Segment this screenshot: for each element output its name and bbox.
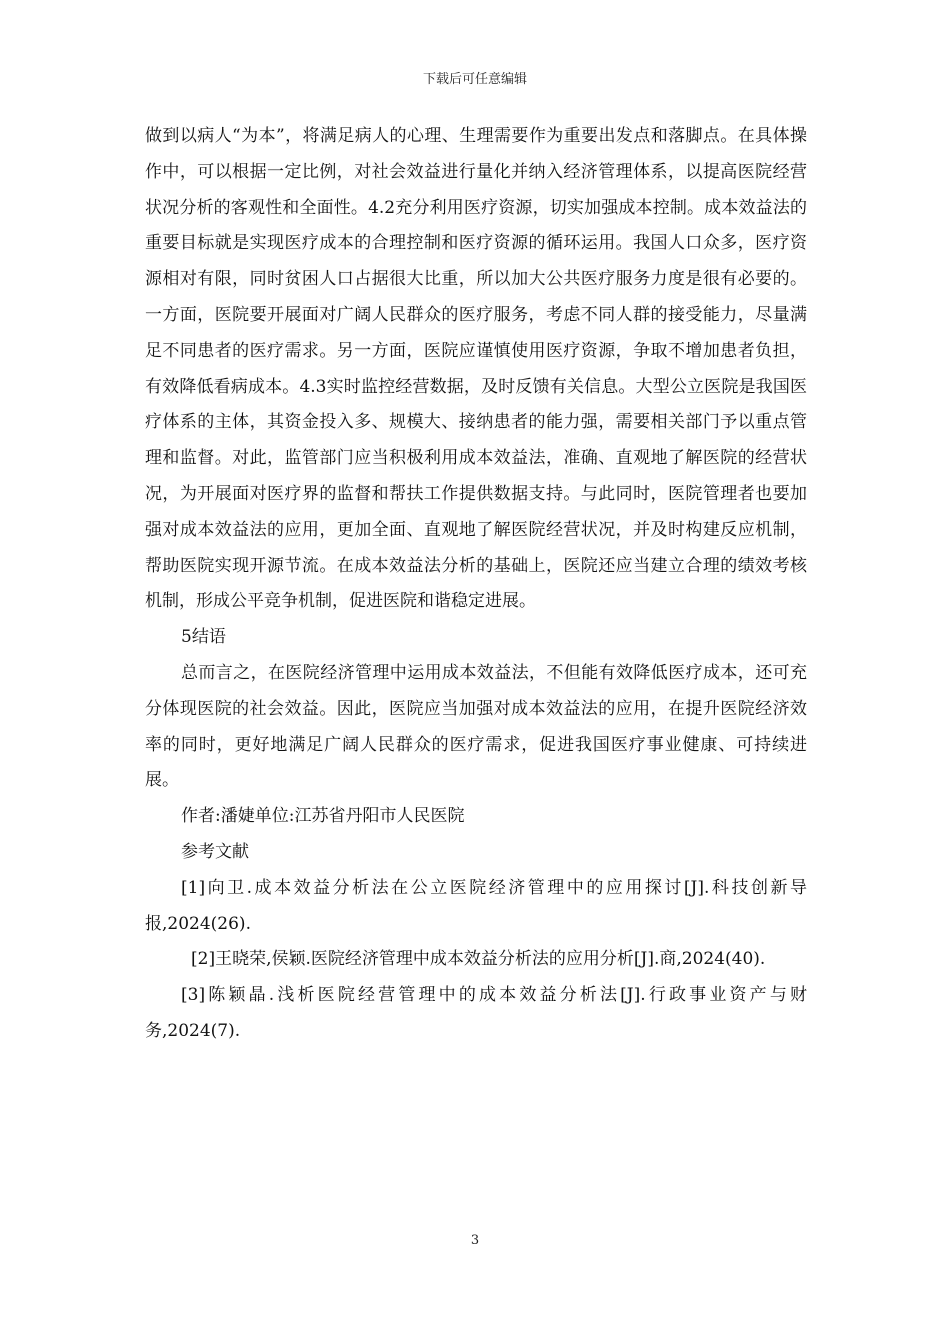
page-header: 下载后可任意编辑 [422,72,527,87]
reference-item-2: [2]王晓荣,侯颖.医院经济管理中成本效益分析法的应用分析[J].商,2024(40). [191,949,766,970]
document-body [145,119,807,1050]
reference-item-3: [3]陈颖晶.浅析医院经营管理中的成本效益分析法[J].行政事业资产与财务,2024(7). [145,985,807,1041]
paragraph-intro: 做到以病人“为本”，将满足病人的心理、生理需要作为重要出发点和落脚点。在具体操作中，可以根据一定比例，对社会效益进行量化并纳入经济管理体系，以提高医院经营状况分析的客观性和全面性。4.2充分利用医疗资源，切实加强成本控制。成本效益法的重要目标就是实现医疗成本的合理控制和医疗资源的循环运用。我国人口众多，医疗资源相对有限，同时贫困人口占据很大比重，所以加大公共医疗服务力度是很有必要的。一方面，医院要开展面对广阔人民群众的医疗服务，考虑不同人群的接受能力，尽量满足不同患者的医疗需求。另一方面，医院应谨慎使用医疗资源，争取不增加患者负担，有效降低看病成本。4.3实时监控经营数据，及时反馈有关信息。大型公立医院是我国医疗体系的主体，其资金投入多、规模大、接纳患者的能力强，需要相关部门予以重点管理和监督。对此，监管部门应当积极利用成本效益法，准确、直观地了解医院的经营状况，为开展面对医疗界的监督和帮扶工作提供数据支持。与此同时，医院管理者也要加强对成本效益法的应用，更加全面、直观地了解医院经营状况，并及时构建反应机制，帮助医院实现开源节流。在成本效益法分析的基础上，医院还应当建立合理的绩效考核机制，形成公平竞争机制，促进医院和谐稳定进展。 [145,126,807,612]
author-line: 作者:潘婕单位:江苏省丹阳市人民医院 [181,806,465,827]
references-heading: 参考文献 [181,841,249,862]
reference-item-1: [1]向卫.成本效益分析法在公立医院经济管理中的应用探讨[J].科技创新导报,2024(26). [145,877,807,934]
page-number: 3 [470,1233,480,1248]
paragraph-conclusion: 总而言之，在医院经济管理中运用成本效益法，不但能有效降低医疗成本，还可充分体现医院的社会效益。因此，医院应当加强对成本效益法的应用，在提升医院经济效率的同时，更好地满足广阔人民群众的医疗需求，促进我国医疗事业健康、可持续进展。 [145,662,807,791]
section-heading-conclusion: 5结语 [181,627,226,648]
